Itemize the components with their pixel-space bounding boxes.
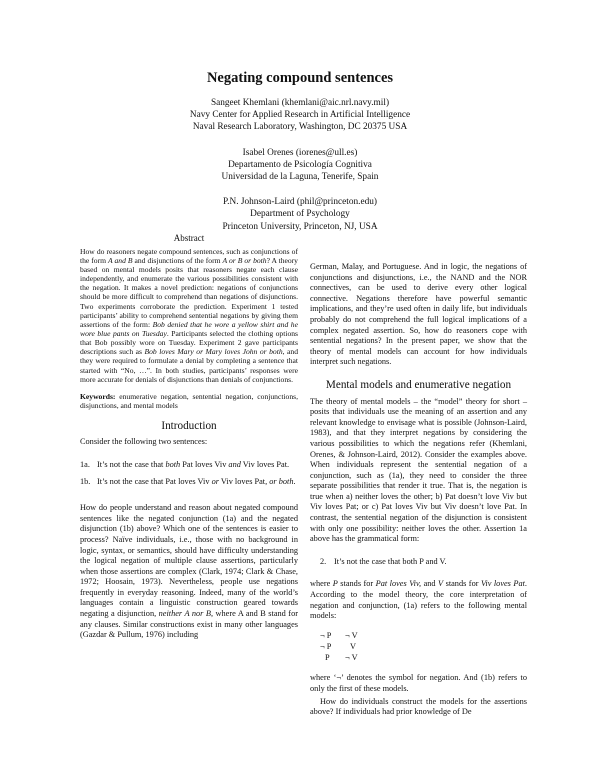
model-row (320, 631, 527, 642)
model-row (320, 653, 527, 664)
author-name-email: P.N. Johnson-Laird (phil@princeton.edu) (223, 197, 377, 208)
mental-models-table (320, 631, 527, 665)
left-column (80, 233, 298, 641)
author-block (0, 196, 600, 233)
body-paragraph: German, Malay, and Portuguese. And in logic, the negations of conjunctions and disjunctions, i.e., the NAND and the NOR connectives, can be used to derive every other logical connective. Negations therefore have powerful semantic implications, and they’re used often in daily life, but individuals probably do not comprehend the full logical implications of a complex negated assertion. So, how do reasoners cope with sentential negations? In the present paper, we show that the theory of mental models can account for how individuals interpret such negations. (310, 262, 527, 367)
model-cell: V (350, 642, 356, 651)
author-block (0, 147, 600, 184)
example-2: 2. It’s not the case that both P and V. (320, 556, 447, 566)
body-paragraph: How do individuals construct the models for the assertions above? If individuals had prior knowledge of De (310, 696, 527, 717)
intro-lead: Consider the following two sentences: (80, 437, 208, 447)
intro-paragraph: How do people understand and reason about negated compound sentences like the negated conjunction (1a) and the negated disjunction (1b) above? Which one of the sentences is easier to process? Naïve individuals, i.e., those with no background in logic, syntax, or semantics, should have difficulty understanding the logical negation of multiple clause assertions, particularly when those assertions are complex (Clark, 1974; Clark & Chase, 1972; Hoosain, 1973). Nevertheless, people use negations frequently in everyday reasoning. Indeed, many of the world’s languages contain a linguistic construction geared towards negating a disjunction, neither A nor B, where A and B stand for any clauses. Similar constructions exist in many other languages (Gazdar & Pullum, 1976) including (80, 503, 298, 640)
body-paragraph: The theory of mental models – the “model” theory for short – posits that individuals use the meaning of an assertion and any relevant knowledge to envisage what is possible (Johnson-Laird, 1983), and that they interpret negations by considering the various possibilities to which the negations refer (Khemlani, Orenes, & Johnson-Laird, 2012). Consider the examples above. When individuals represent the sentential negation of a conjunction, such as (1a), they need to consider the three separate possibilities that render it true. That is, the negation is true when a) neither loves the other; b) Pat doesn’t love Viv but Viv loves Pat; or c) Pat loves Viv but Viv doesn’t love Pat. In contrast, the sentential negation of the disjunction is consistent with only one possibility: neither loves the other. Assertion 1a above has the grammatical form: (310, 396, 527, 544)
author-name-email: Sangeet Khemlani (khemlani@aic.nrl.navy.mil) (210, 98, 390, 108)
example-1b: 1b. It’s not the case that Pat loves Viv or Viv loves Pat, or both. (80, 476, 296, 486)
keywords: Keywords: enumerative negation, sentential negation, conjunctions, disjunctions, and mental models (80, 391, 298, 411)
section-heading-introduction: Introduction (161, 419, 217, 432)
author-list (0, 97, 600, 246)
author-affiliation: Universidad de la Laguna, Tenerife, Spain (221, 172, 379, 183)
body-paragraph: where P stands for Pat loves Viv, and V stands for Viv loves Pat. According to the model theory, the core interpretation of negation and conjunction, (1a) refers to the following mental models: (310, 579, 527, 621)
author-block (0, 97, 600, 134)
author-affiliation: Navy Center for Applied Research in Artificial Intelligence (189, 110, 411, 121)
author-affiliation: Princeton University, Princeton, NJ, USA (222, 221, 378, 232)
author-affiliation: Departamento de Psicología Cognitiva (228, 159, 372, 170)
section-heading-mental-models: Mental models and enumerative negation (325, 378, 512, 391)
author-name-email: Isabel Orenes (iorenes@ull.es) (242, 147, 358, 158)
abstract-text: How do reasoners negate compound sentences, such as conjunctions of the form A and B and disjunctions of the form A or B or both? A theory based on mental models posits that reasoners negate each clause independently, and enumerate the various possibilities consistent with the negation. It makes a novel prediction: negations of conjunctions should be more difficult to comprehend than negations of disjunctions. Two experiments corroborate the prediction. Experiment 1 tested participants’ ability to comprehend sentential negations by giving them assertions of the form: Bob denied that he wore a yellow shirt and he wore blue pants on Tuesday. Participants selected the clothing options that Bob possibly wore on Tuesday. Experiment 2 gave participants descriptions such as Bob loves Mary or Mary loves John or both, and they were required to formulate a denial by completing a sentence that started with “No, …”. In both studies, participants’ responses were more accurate for denials of disjunctions than denials of conjunctions. (80, 246, 298, 384)
model-cell: ¬ P (320, 642, 332, 651)
author-affiliation: Department of Psychology (250, 209, 350, 220)
model-row (320, 642, 527, 653)
author-affiliation: Naval Research Laboratory, Washington, DC 20375 USA (192, 122, 408, 133)
model-cell: P (325, 653, 330, 663)
right-column (310, 262, 527, 718)
model-cell: ¬ V (345, 630, 358, 640)
model-cell: ¬ V (345, 653, 358, 663)
paper-title: Negating compound sentences (206, 70, 394, 86)
example-1a: 1a. It’s not the case that both Pat loves Viv and Viv loves Pat. (80, 459, 290, 469)
model-cell: ¬ P (320, 630, 332, 640)
abstract-heading: Abstract (173, 233, 205, 243)
body-paragraph: where ‘¬’ denotes the symbol for negation. And (1b) refers to only the first of these models. (310, 673, 527, 693)
